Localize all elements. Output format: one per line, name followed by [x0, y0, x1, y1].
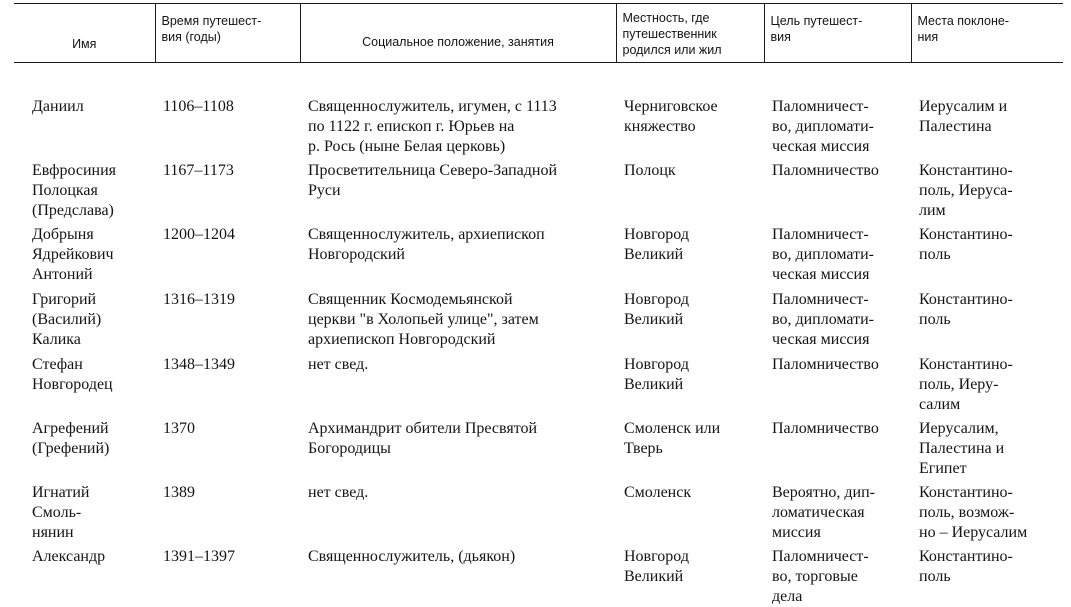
cell-status: нет свед. — [308, 355, 369, 373]
cell-status: Священнослужитель, архиепископ Новгородский — [308, 225, 545, 263]
table-row — [14, 355, 1063, 419]
cell-years: 1348–1349 — [163, 355, 235, 373]
header-status: Социальное положение, занятия — [300, 4, 616, 63]
cell-place: Полоцк — [624, 161, 676, 179]
cell-worship: Константино- поль — [919, 290, 1013, 328]
travelers-table — [14, 3, 1063, 607]
table-row — [14, 161, 1063, 225]
cell-status: Священнослужитель, (дьякон) — [308, 547, 516, 565]
cell-years: 1316–1319 — [163, 290, 235, 308]
cell-goal: Паломничест- во, дипломати- ческая миссия — [772, 98, 874, 155]
cell-place: Новгород Великий — [624, 547, 689, 585]
cell-years: 1370 — [163, 419, 195, 437]
cell-years: 1389 — [163, 483, 195, 501]
cell-name: Александр — [32, 547, 106, 565]
cell-worship: Константино- поль — [919, 225, 1013, 263]
cell-worship: Константино- поль — [919, 547, 1013, 585]
header-goal: Цель путешест- вия — [764, 4, 911, 63]
cell-worship: Иерусалим, Палестина и Египет — [919, 419, 1005, 477]
cell-place: Новгород Великий — [624, 355, 689, 393]
header-row — [14, 4, 1063, 63]
cell-worship: Константино- поль, возмож- но – Иерусалим — [919, 483, 1028, 541]
header-place: Местность, где путешественник родился или жил — [616, 4, 764, 63]
table-row — [14, 225, 1063, 290]
cell-worship: Константино- поль, Иерусa- лим — [919, 161, 1013, 219]
cell-worship: Иерусалим и Палестина — [919, 98, 1008, 135]
table-row — [14, 483, 1063, 547]
cell-place: Смоленск или Тверь — [624, 419, 721, 457]
header-worship: Места поклоне- ния — [911, 4, 1063, 63]
cell-status: Архимандрит обители Пресвятой Богородицы — [308, 419, 538, 457]
cell-place: Черниговское княжество — [624, 98, 718, 135]
cell-worship: Константино- поль, Иеру- салим — [919, 355, 1013, 413]
header-years: Время путешест- вия (годы) — [155, 4, 300, 63]
cell-name: Евфросиния Полоцкая (Предслава) — [32, 161, 117, 219]
table-row — [14, 63, 1063, 161]
cell-years: 1106–1108 — [163, 98, 234, 115]
cell-goal: Вероятно, дип- ломатическая миссия — [772, 483, 875, 541]
cell-goal: Паломничест- во, дипломати- ческая миссия — [772, 290, 874, 348]
cell-status: нет свед. — [308, 483, 369, 501]
cell-goal: Паломничест- во, дипломати- ческая миссия — [772, 225, 874, 283]
cell-goal: Паломничество — [772, 161, 879, 179]
table-row — [14, 419, 1063, 483]
cell-place: Новгород Великий — [624, 225, 689, 263]
cell-name: Григорий (Василий) Калика — [32, 290, 102, 348]
table-row — [14, 547, 1063, 607]
cell-years: 1200–1204 — [163, 225, 235, 243]
cell-name: Даниил — [32, 98, 84, 115]
cell-place: Смоленск — [624, 483, 692, 501]
cell-status: Священнослужитель, игумен, с 1113 по 1122 г. епископ г. Юрьев на р. Рось (ныне Белая церковь) — [308, 98, 557, 155]
travelers-table-frame — [14, 3, 1063, 603]
cell-goal: Паломничество — [772, 419, 879, 437]
cell-goal: Паломничест- во, торговые дела — [772, 547, 869, 605]
table-row — [14, 290, 1063, 355]
cell-place: Новгород Великий — [624, 290, 689, 328]
cell-years: 1391–1397 — [163, 547, 235, 565]
cell-name: Агрефений (Грефений) — [32, 419, 110, 457]
header-name: Имя — [14, 4, 155, 63]
cell-name: Добрыня Ядрейкович Антоний — [32, 225, 114, 283]
cell-name: Стефан Новгородец — [32, 355, 113, 393]
cell-status: Просветительница Северо-Западной Руси — [308, 161, 558, 199]
cell-years: 1167–1173 — [163, 161, 234, 179]
cell-goal: Паломничество — [772, 355, 879, 373]
cell-name: Игнатий Смоль- нянин — [32, 483, 90, 541]
cell-status: Священник Космодемьянской церкви "в Холопьей улице", затем архиепископ Новгородский — [308, 290, 539, 348]
